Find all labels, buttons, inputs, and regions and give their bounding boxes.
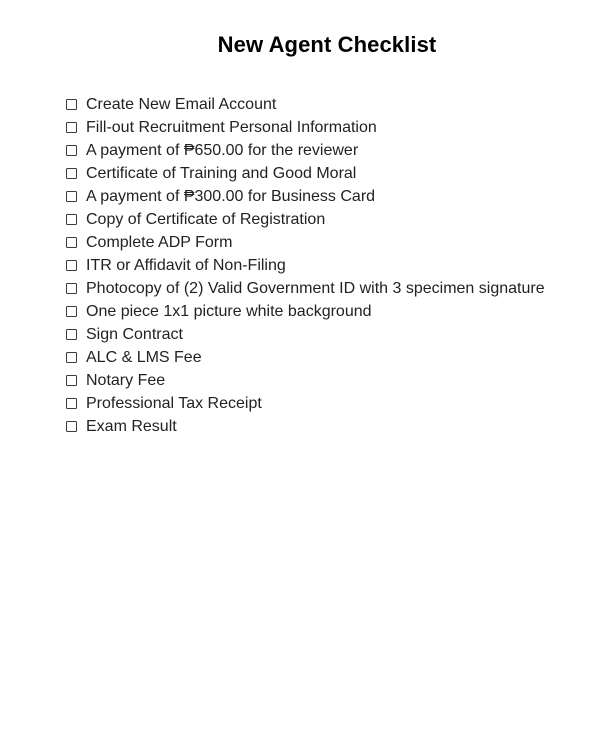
checklist-item-label: Exam Result: [86, 417, 177, 435]
checklist-item-registration-copy[interactable]: [66, 208, 545, 231]
page-title: New Agent Checklist: [217, 32, 437, 57]
checklist-item-adp-form[interactable]: [66, 231, 545, 254]
checklist-item-create-email[interactable]: [66, 93, 545, 116]
checkbox[interactable]: [66, 421, 77, 432]
checklist-item-label: Professional Tax Receipt: [86, 394, 262, 412]
checklist-item-sign-contract[interactable]: [66, 323, 545, 346]
checklist-item-alc-lms-fee[interactable]: [66, 346, 545, 369]
checklist-item-exam-result[interactable]: [66, 415, 545, 438]
checklist-item-label: A payment of ₱300.00 for Business Card: [86, 187, 376, 205]
checklist: [66, 93, 545, 438]
checkbox[interactable]: [66, 145, 77, 156]
checklist-item-label: Notary Fee: [86, 371, 166, 389]
checklist-item-label: Complete ADP Form: [86, 233, 233, 251]
checkbox[interactable]: [66, 398, 77, 409]
checkbox[interactable]: [66, 168, 77, 179]
checklist-item-business-card-payment[interactable]: [66, 185, 545, 208]
checklist-item-label: Sign Contract: [86, 325, 183, 343]
checklist-item-itr[interactable]: [66, 254, 545, 277]
checklist-item-label: A payment of ₱650.00 for the reviewer: [86, 141, 359, 159]
checklist-item-label: Create New Email Account: [86, 95, 277, 113]
checkbox[interactable]: [66, 191, 77, 202]
checklist-item-notary-fee[interactable]: [66, 369, 545, 392]
checklist-item-label: Certificate of Training and Good Moral: [86, 164, 357, 182]
checklist-item-picture[interactable]: [66, 300, 545, 323]
checklist-item-reviewer-payment[interactable]: [66, 139, 545, 162]
checklist-item-label: ITR or Affidavit of Non-Filing: [86, 256, 286, 274]
checklist-item-recruitment-info[interactable]: [66, 116, 545, 139]
checkbox[interactable]: [66, 99, 77, 110]
checklist-item-label: One piece 1x1 picture white background: [86, 302, 372, 320]
checklist-item-label: Copy of Certificate of Registration: [86, 210, 326, 228]
checkbox[interactable]: [66, 352, 77, 363]
checkbox[interactable]: [66, 260, 77, 271]
checkbox[interactable]: [66, 283, 77, 294]
checkbox[interactable]: [66, 214, 77, 225]
checklist-item-label: ALC & LMS Fee: [86, 348, 202, 366]
checkbox[interactable]: [66, 306, 77, 317]
checklist-item-tax-receipt[interactable]: [66, 392, 545, 415]
checkbox[interactable]: [66, 329, 77, 340]
checklist-item-training-certificate[interactable]: [66, 162, 545, 185]
checklist-item-government-id[interactable]: [66, 277, 545, 300]
checkbox[interactable]: [66, 122, 77, 133]
checklist-item-label: Fill-out Recruitment Personal Information: [86, 118, 377, 136]
checklist-item-label: Photocopy of (2) Valid Government ID with 3 specimen signature: [86, 279, 545, 297]
checkbox[interactable]: [66, 237, 77, 248]
checkbox[interactable]: [66, 375, 77, 386]
